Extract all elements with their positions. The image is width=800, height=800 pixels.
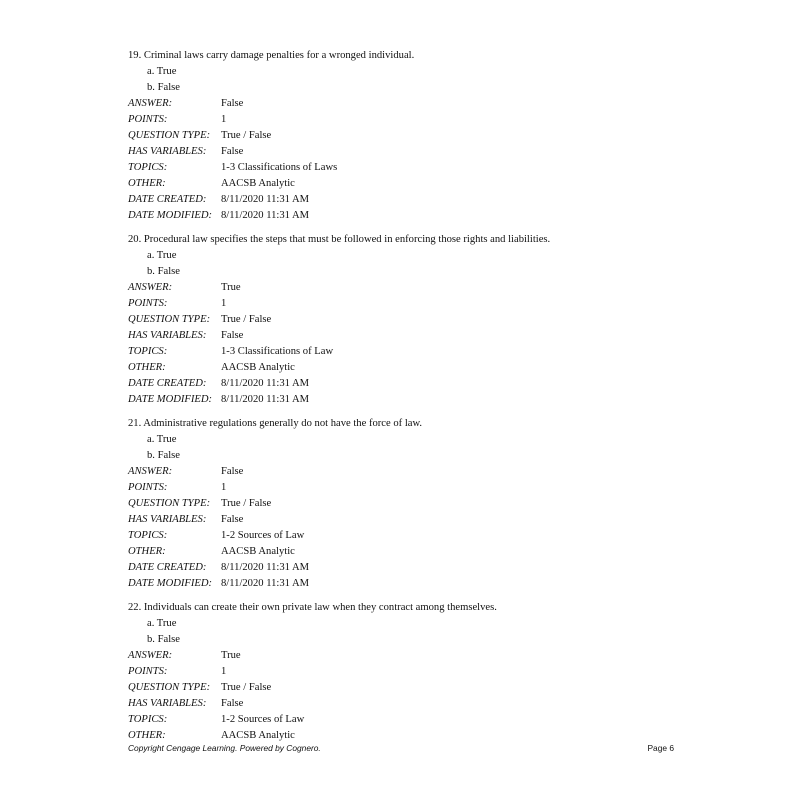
- meta-value: 1: [221, 298, 227, 309]
- meta-value: 1: [221, 666, 227, 677]
- meta-label: POINTS:: [128, 298, 168, 309]
- question-stem: 19. Criminal laws carry damage penalties for a wronged individual.: [128, 50, 415, 61]
- meta-label: HAS VARIABLES:: [128, 330, 207, 341]
- question-stem: 22. Individuals can create their own private law when they contract among themselves.: [128, 602, 497, 613]
- meta-label: QUESTION TYPE:: [128, 130, 211, 141]
- meta-answer: [128, 96, 728, 112]
- meta-label: TOPICS:: [128, 162, 168, 173]
- meta-value: True / False: [221, 498, 272, 509]
- meta-value: 8/11/2020 11:31 AM: [221, 394, 310, 405]
- meta-has-variables: [128, 512, 728, 528]
- option-false: b. False: [147, 450, 180, 461]
- meta-other: [128, 544, 728, 560]
- meta-label: DATE CREATED:: [128, 194, 207, 205]
- meta-value: AACSB Analytic: [221, 730, 295, 741]
- option-true: a. True: [147, 250, 177, 261]
- meta-value: AACSB Analytic: [221, 362, 295, 373]
- meta-question-type: [128, 680, 728, 696]
- meta-value: 8/11/2020 11:31 AM: [221, 194, 310, 205]
- meta-label: QUESTION TYPE:: [128, 314, 211, 325]
- option-true: a. True: [147, 434, 177, 445]
- meta-value: AACSB Analytic: [221, 178, 295, 189]
- meta-value: 8/11/2020 11:31 AM: [221, 210, 310, 221]
- meta-label: HAS VARIABLES:: [128, 514, 207, 525]
- meta-value: True: [221, 282, 241, 293]
- question-22: [128, 600, 728, 744]
- option-true: a. True: [147, 66, 177, 77]
- option-false: b. False: [147, 266, 180, 277]
- meta-question-type: [128, 128, 728, 144]
- meta-value: 1: [221, 482, 227, 493]
- meta-date-modified: [128, 392, 728, 408]
- meta-value: 8/11/2020 11:31 AM: [221, 378, 310, 389]
- meta-answer: [128, 280, 728, 296]
- meta-answer: [128, 648, 728, 664]
- meta-other: [128, 176, 728, 192]
- page-footer: [128, 741, 674, 755]
- meta-value: 1-2 Sources of Law: [221, 714, 305, 725]
- meta-date-created: [128, 560, 728, 576]
- meta-points: [128, 296, 728, 312]
- meta-question-type: [128, 496, 728, 512]
- meta-label: POINTS:: [128, 666, 168, 677]
- meta-has-variables: [128, 144, 728, 160]
- meta-label: OTHER:: [128, 178, 166, 189]
- meta-label: ANSWER:: [128, 98, 173, 109]
- meta-label: QUESTION TYPE:: [128, 682, 211, 693]
- meta-topics: [128, 344, 728, 360]
- meta-label: DATE CREATED:: [128, 562, 207, 573]
- meta-label: HAS VARIABLES:: [128, 698, 207, 709]
- meta-label: TOPICS:: [128, 714, 168, 725]
- footer-copyright: Copyright Cengage Learning. Powered by Cognero.: [128, 743, 321, 753]
- meta-label: OTHER:: [128, 546, 166, 557]
- meta-label: HAS VARIABLES:: [128, 146, 207, 157]
- meta-answer: [128, 464, 728, 480]
- meta-value: 1-3 Classifications of Laws: [221, 162, 338, 173]
- meta-points: [128, 664, 728, 680]
- meta-label: DATE MODIFIED:: [128, 210, 213, 221]
- meta-value: AACSB Analytic: [221, 546, 295, 557]
- meta-value: 1-3 Classifications of Law: [221, 346, 334, 357]
- meta-value: False: [221, 466, 244, 477]
- question-21: [128, 416, 728, 592]
- meta-value: 8/11/2020 11:31 AM: [221, 562, 310, 573]
- meta-value: True / False: [221, 314, 272, 325]
- meta-value: 1-2 Sources of Law: [221, 530, 305, 541]
- meta-date-modified: [128, 576, 728, 592]
- meta-value: False: [221, 98, 244, 109]
- meta-label: ANSWER:: [128, 650, 173, 661]
- meta-label: DATE MODIFIED:: [128, 394, 213, 405]
- meta-label: ANSWER:: [128, 282, 173, 293]
- meta-value: 8/11/2020 11:31 AM: [221, 578, 310, 589]
- meta-date-created: [128, 376, 728, 392]
- meta-label: OTHER:: [128, 730, 166, 741]
- meta-date-modified: [128, 208, 728, 224]
- question-20: [128, 232, 728, 408]
- question-stem: 20. Procedural law specifies the steps that must be followed in enforcing those rights and liabilities.: [128, 234, 551, 245]
- meta-label: DATE CREATED:: [128, 378, 207, 389]
- option-false: b. False: [147, 82, 180, 93]
- meta-label: TOPICS:: [128, 530, 168, 541]
- meta-label: POINTS:: [128, 482, 168, 493]
- meta-label: POINTS:: [128, 114, 168, 125]
- meta-has-variables: [128, 328, 728, 344]
- question-19: [128, 48, 728, 224]
- option-true: a. True: [147, 618, 177, 629]
- question-stem: 21. Administrative regulations generally do not have the force of law.: [128, 418, 423, 429]
- meta-label: QUESTION TYPE:: [128, 498, 211, 509]
- meta-value: False: [221, 330, 244, 341]
- meta-label: OTHER:: [128, 362, 166, 373]
- meta-value: True: [221, 650, 241, 661]
- meta-date-created: [128, 192, 728, 208]
- meta-points: [128, 480, 728, 496]
- meta-value: False: [221, 146, 244, 157]
- meta-value: True / False: [221, 130, 272, 141]
- option-false: b. False: [147, 634, 180, 645]
- meta-label: ANSWER:: [128, 466, 173, 477]
- meta-topics: [128, 712, 728, 728]
- page-number: Page 6: [647, 743, 674, 753]
- meta-value: False: [221, 698, 244, 709]
- meta-has-variables: [128, 696, 728, 712]
- meta-points: [128, 112, 728, 128]
- meta-topics: [128, 528, 728, 544]
- meta-other: [128, 360, 728, 376]
- meta-value: True / False: [221, 682, 272, 693]
- meta-label: TOPICS:: [128, 346, 168, 357]
- meta-topics: [128, 160, 728, 176]
- meta-value: False: [221, 514, 244, 525]
- meta-label: DATE MODIFIED:: [128, 578, 213, 589]
- meta-question-type: [128, 312, 728, 328]
- meta-value: 1: [221, 114, 227, 125]
